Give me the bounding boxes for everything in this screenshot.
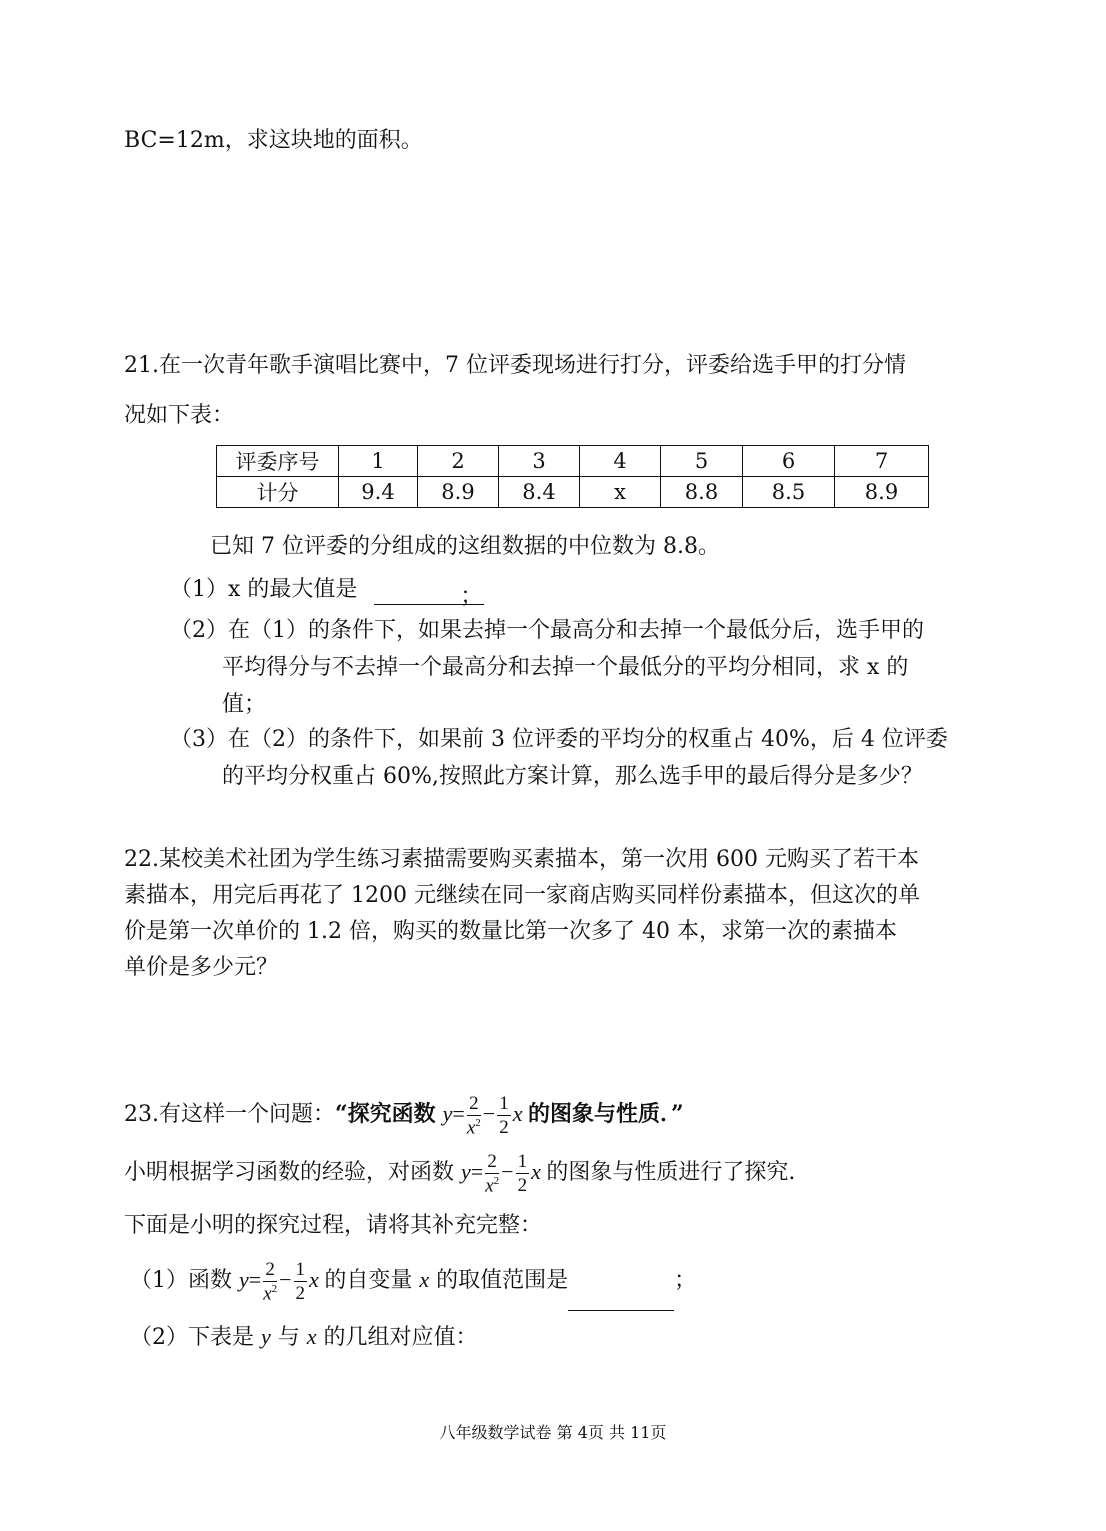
formula-frac-2 (497, 1094, 511, 1137)
formula-y: y (442, 1101, 453, 1126)
score-cell: 8.9 (835, 477, 929, 508)
formula-x: x (309, 1267, 319, 1292)
q23-part1-mid: 的自变量 (324, 1268, 413, 1293)
formula-eq: = (248, 1267, 262, 1292)
q23-line3: 下面是小明的探究过程，请将其补充完整： (124, 1213, 543, 1238)
q23-line1 (124, 1084, 684, 1145)
q23-part2-end: 的几组对应值： (323, 1325, 478, 1350)
score-cell: 8.4 (499, 477, 580, 508)
score-table (216, 445, 929, 508)
function-formula (442, 1093, 528, 1139)
judge-cell: 1 (339, 446, 418, 477)
q23-lead: 23.有这样一个问题： (124, 1102, 335, 1127)
page-footer: 八年级数学试卷 第 4页 共 11页 (439, 1423, 667, 1442)
q23-part2-y: y (261, 1324, 271, 1349)
frac-den: 2 (499, 1117, 509, 1139)
q21-part2-line1: （2）在（1）的条件下，如果去掉一个最高分和去掉一个最低分后，选手甲的 (170, 618, 924, 643)
q21-line1: 21.在一次青年歌手演唱比赛中，7 位评委现场进行打分，评委给选手甲的打分情 (124, 353, 906, 378)
judge-cell: 3 (499, 446, 580, 477)
q23-part2-mid: 与 (277, 1325, 300, 1350)
formula-minus: − (501, 1159, 514, 1184)
q21-part3-line2: 的平均分权重占 60%,按照此方案计算，那么选手甲的最后得分是多少？ (222, 764, 923, 789)
judge-cell: 4 (580, 446, 661, 477)
row-label-cell: 计分 (217, 477, 339, 508)
frac-exp: 2 (271, 1283, 278, 1296)
score-cell: 8.5 (743, 477, 835, 508)
q23-line2-start: 小明根据学习函数的经验，对函数 (124, 1160, 455, 1185)
table-row-scores (217, 477, 929, 508)
q21-given: 已知 7 位评委的分组成的这组数据的中位数为 8.8。 (210, 534, 720, 559)
q22-line2: 素描本，用完后再花了 1200 元继续在同一家商店购买同样份素描本，但这次的单 (124, 883, 920, 908)
frac-exp: 2 (475, 1117, 481, 1130)
formula-y: y (239, 1267, 249, 1292)
formula-x: x (512, 1101, 523, 1126)
function-formula (461, 1151, 546, 1197)
answer-blank[interactable] (374, 582, 484, 609)
answer-blank[interactable] (568, 1288, 674, 1311)
q23-part2-x: x (306, 1324, 317, 1349)
q23-line2-end: 的图象与性质进行了探究. (546, 1160, 796, 1185)
q23-part1 (130, 1250, 696, 1311)
frac-den-var: x (485, 1175, 494, 1197)
score-cell: 9.4 (339, 477, 418, 508)
frac-num: 2 (469, 1093, 479, 1115)
formula-x: x (531, 1159, 541, 1184)
header-label-cell: 评委序号 (217, 446, 339, 477)
frac-den: 2 (517, 1175, 528, 1197)
frac-num: 1 (499, 1093, 509, 1115)
frac-den (485, 1174, 499, 1195)
frac-den-var: x (466, 1117, 476, 1139)
q23-part1-var: x (419, 1267, 430, 1292)
q21-part1 (170, 575, 484, 609)
formula-eq: = (470, 1159, 484, 1184)
frac-num: 2 (265, 1259, 275, 1281)
score-cell: 8.9 (418, 477, 499, 508)
q23-part2-start: （2）下表是 (130, 1325, 254, 1350)
judge-cell: 5 (661, 446, 743, 477)
q23-part1-tail: ； (674, 1268, 697, 1293)
formula-frac-2 (294, 1260, 308, 1303)
table-row-judges (217, 446, 929, 477)
q23-part2 (130, 1322, 478, 1353)
q23-bold-close: 的图象与性质．” (527, 1101, 684, 1127)
q21-part1-text: （1）x 的最大值是 (170, 577, 358, 602)
score-cell: x (580, 477, 661, 508)
q23-bold-open: “探究函数 (335, 1101, 436, 1127)
q23-part1-start: （1）函数 (130, 1268, 232, 1293)
formula-minus: − (482, 1101, 496, 1126)
formula-frac-1 (467, 1094, 481, 1137)
q22-line1: 22.某校美术社团为学生练习素描需要购买素描本，第一次用 600 元购买了若干本 (124, 847, 919, 872)
q21-part2-line2: 平均得分与不去掉一个最高分和去掉一个最低分的平均分相同，求 x 的 (222, 655, 909, 680)
formula-minus: − (279, 1267, 292, 1292)
formula-frac-1 (485, 1152, 499, 1195)
frac-den (263, 1282, 277, 1303)
judge-cell: 2 (418, 446, 499, 477)
q21-part1-end: ； (460, 584, 483, 609)
q21-part2-line3: 值； (222, 692, 267, 717)
formula-eq: = (452, 1101, 465, 1126)
frac-num: 1 (517, 1151, 528, 1173)
frac-num: 1 (295, 1259, 306, 1281)
q22-line3: 价是第一次单价的 1.2 倍，购买的数量比第一次多了 40 本，求第一次的素描本 (124, 919, 897, 944)
q22-line4: 单价是多少元？ (124, 955, 279, 980)
formula-y: y (461, 1159, 471, 1184)
judge-cell: 7 (835, 446, 929, 477)
intro-line: BC=12m，求这块地的面积。 (124, 128, 423, 153)
frac-den-var: x (263, 1283, 272, 1305)
frac-den: 2 (295, 1283, 306, 1305)
formula-frac-1 (263, 1260, 277, 1303)
formula-frac-2 (516, 1152, 530, 1195)
q23-line2 (124, 1142, 795, 1203)
score-cell: 8.8 (661, 477, 743, 508)
frac-exp: 2 (493, 1175, 500, 1188)
frac-den (467, 1116, 481, 1137)
q21-part3-line1: （3）在（2）的条件下，如果前 3 位评委的平均分的权重占 40%，后 4 位评委 (170, 727, 948, 752)
frac-num: 2 (487, 1151, 497, 1173)
q23-part1-end: 的取值范围是 (436, 1268, 569, 1293)
function-formula (239, 1259, 324, 1305)
judge-cell: 6 (743, 446, 835, 477)
q21-line2: 况如下表： (124, 403, 235, 428)
